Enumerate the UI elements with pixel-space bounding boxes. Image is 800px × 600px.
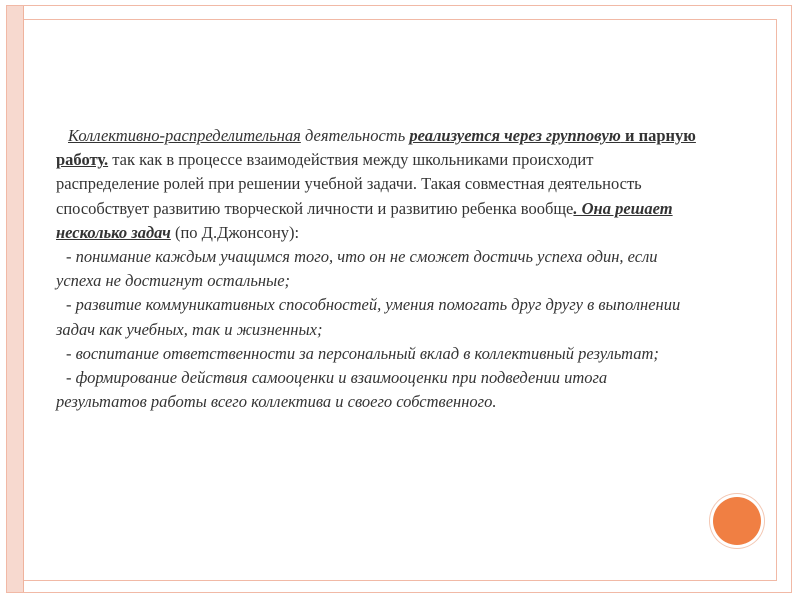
text-solves-tasks: . Она решает несколько задач	[56, 198, 673, 242]
text-by-johnson: (по Д.Джонсону):	[170, 222, 300, 242]
intro-paragraph	[56, 124, 696, 245]
term-collective: Коллективно-распределительная	[68, 126, 301, 145]
text-pair-work: и парную работу.	[56, 126, 696, 170]
list-item: - формирование действия самооценки и взаимооценки при подведении итога результатов работы всего коллектива и своего собственного.	[56, 368, 608, 412]
left-decorative-line	[23, 6, 24, 592]
list-item: - воспитание ответственности за персональный вклад в коллективный результат;	[66, 343, 659, 363]
list-item: - понимание каждым учащимся того, что он не сможет достичь успеха один, если успеха не достигнут остальные;	[56, 247, 658, 291]
text-activity: деятельность	[300, 126, 410, 145]
decorative-circle	[713, 497, 761, 545]
left-decorative-band	[7, 6, 23, 592]
slide-body-text	[56, 124, 696, 414]
text-explanation: так как в процессе взаимодействия между школьниками происходит распределение ролей при решении учебной задачи. Такая совместная деятельность способствует развитию творческой личности и развитию ребенка вообще	[56, 150, 642, 218]
list-item: - развитие коммуникативных способностей, умения помогать друг другу в выполнении задач как учебных, так и жизненных;	[56, 295, 681, 339]
text-realized-through: реализуется через групповую	[409, 126, 621, 145]
